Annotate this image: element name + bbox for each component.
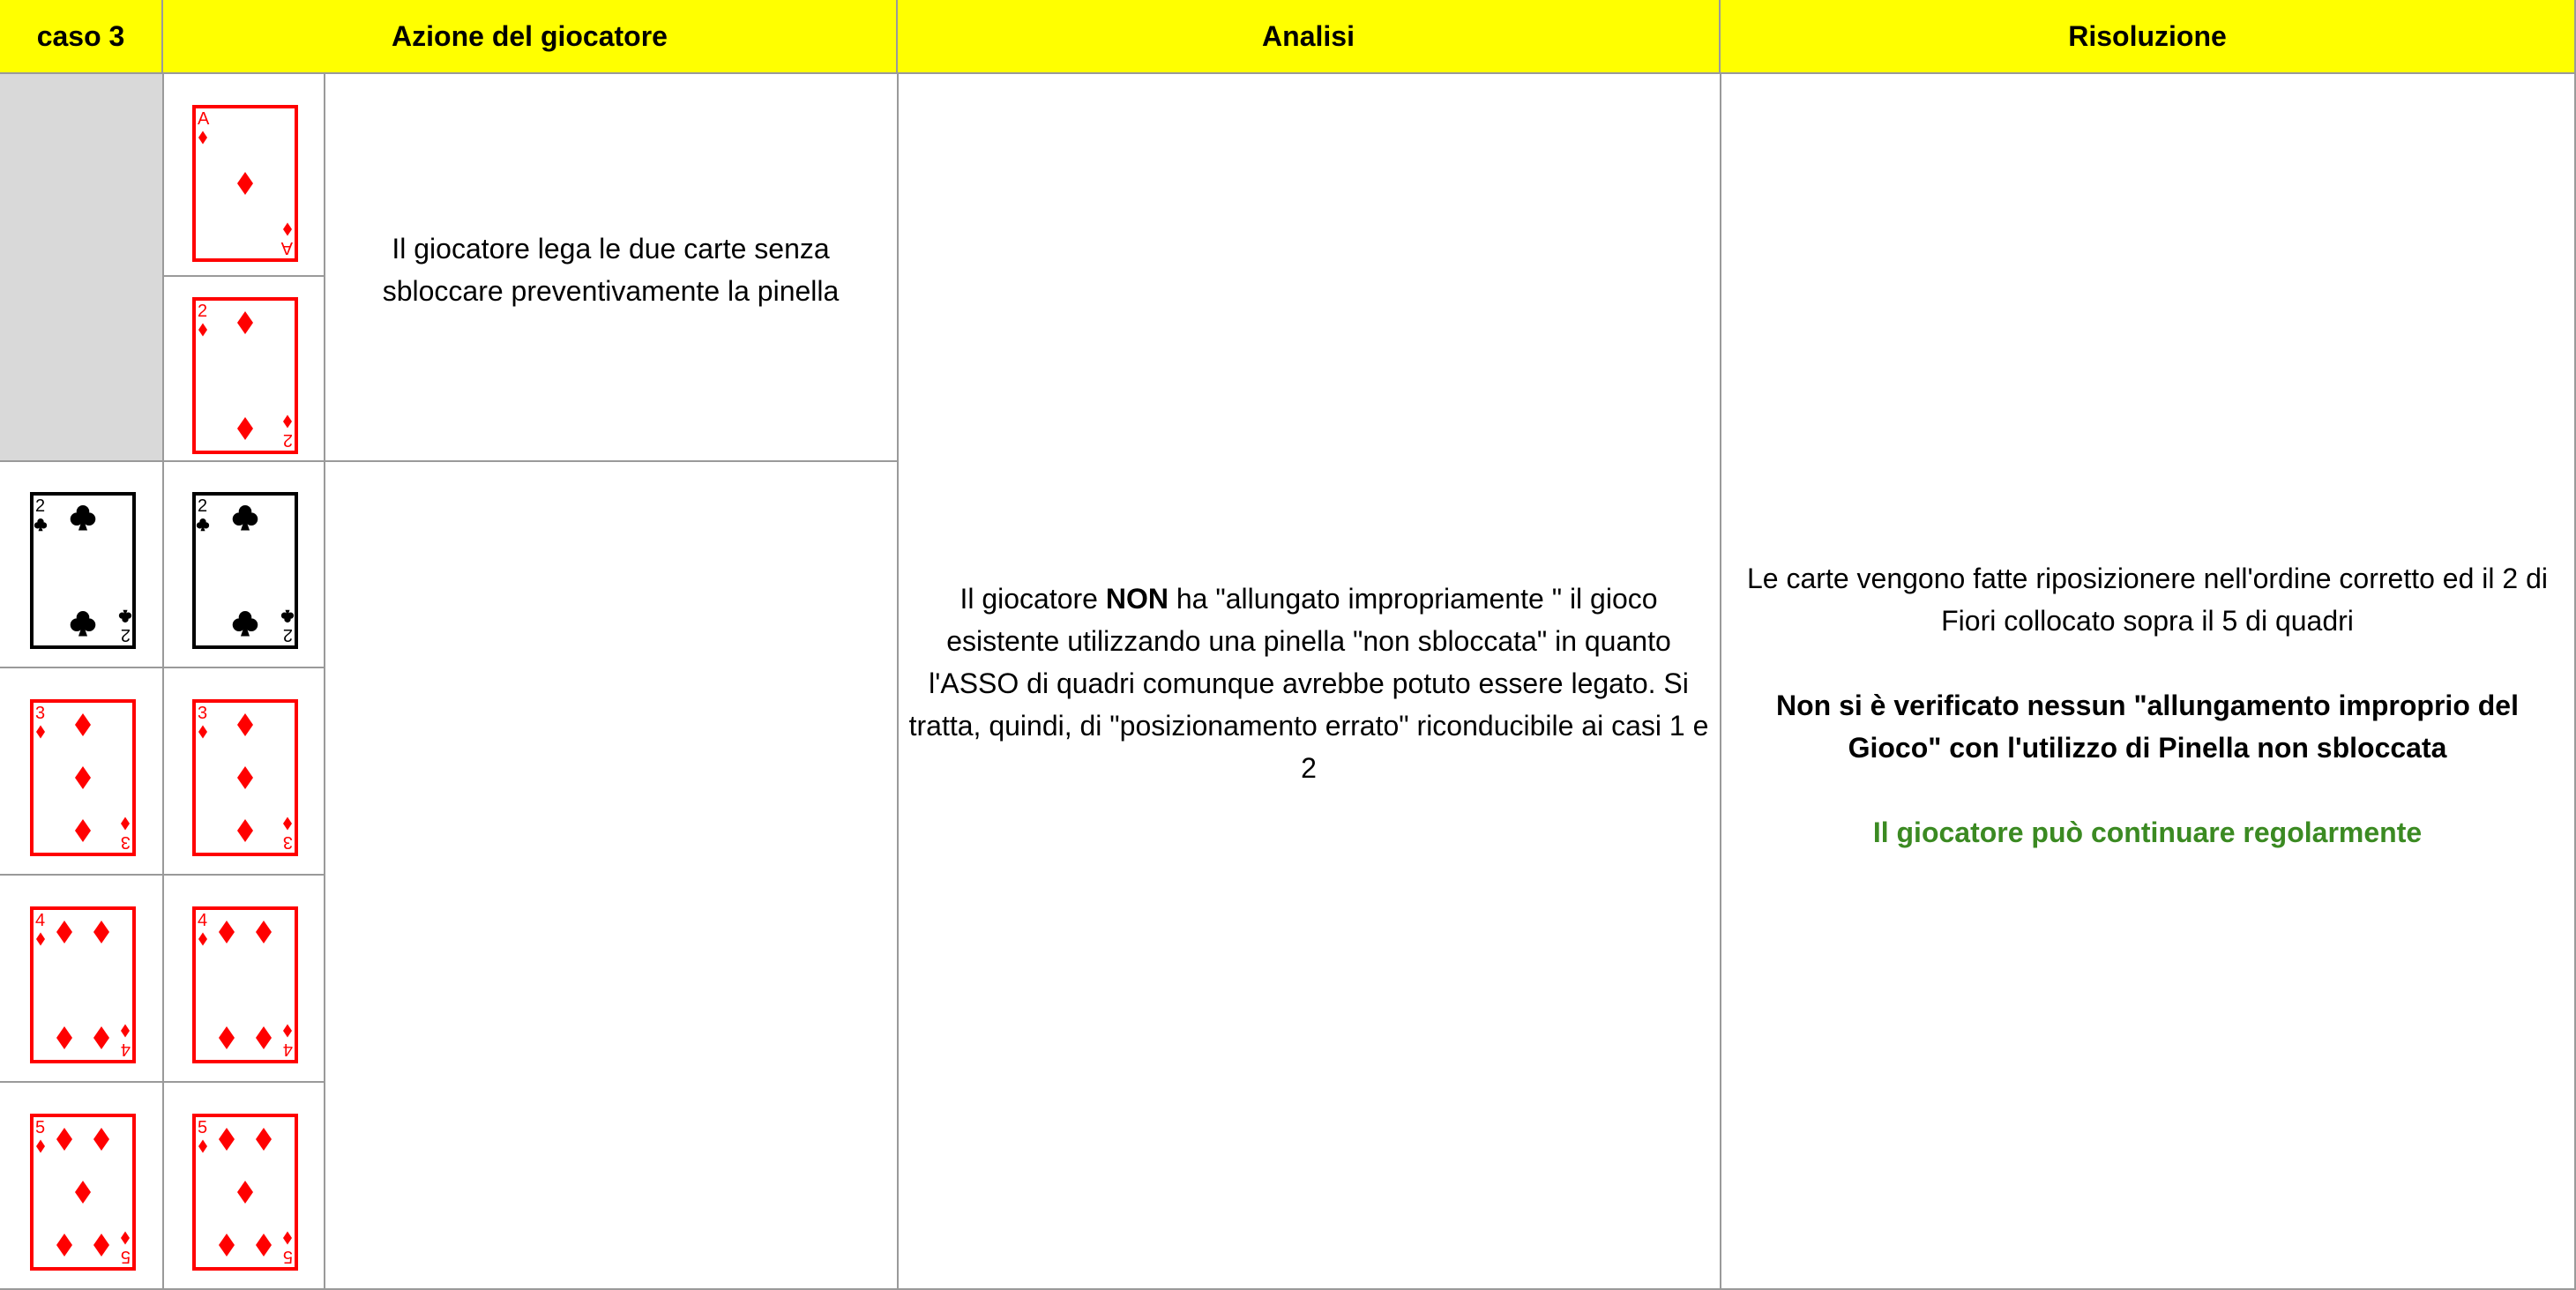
- grid-line: [897, 74, 899, 1290]
- player-action-text: [353, 220, 869, 319]
- card-rank: 5: [198, 1118, 208, 1137]
- card-two-diamonds: [192, 297, 298, 454]
- card-rank: 4: [35, 911, 46, 930]
- empty-gray-cell: [0, 74, 162, 460]
- grid-line: [0, 667, 325, 668]
- card-ace-diamonds: [192, 105, 298, 262]
- card-rank: 3: [35, 704, 46, 723]
- card-rank: 3: [120, 832, 131, 852]
- card-four-diamonds: [192, 906, 298, 1063]
- grid-line: [163, 275, 325, 277]
- analysis-part2: ha "allungato impropriamente " il gioco esistente utilizzando una pinella "non sbloccata" in quanto l'ASSO di quadri comunque avrebbe potuto essere legato. Si tratta, quindi, di "posizionamento errato" riconducibile ai casi 1 e 2: [908, 583, 1709, 784]
- card-rank: A: [198, 109, 210, 129]
- card-three-diamonds: [192, 699, 298, 856]
- card-rank: 5: [282, 1247, 293, 1266]
- analysis-part1: Il giocatore: [959, 583, 1106, 615]
- card-rank: 3: [198, 704, 208, 723]
- card-rank: 3: [282, 832, 293, 852]
- header-analysis: Analisi: [898, 0, 1721, 74]
- resolution-text: [1729, 556, 2566, 855]
- grid-line: [1720, 74, 1721, 1290]
- card-five-diamonds: [192, 1114, 298, 1271]
- card-rank: 4: [120, 1040, 131, 1059]
- analysis-emphasis: NON: [1105, 583, 1169, 615]
- card-rank: 2: [198, 302, 208, 321]
- card-four-diamonds: [30, 906, 136, 1063]
- analysis-text: [908, 573, 1709, 794]
- resolution-paragraph-1: Le carte vengono fatte riposizionere nell'ordine corretto ed il 2 di Fiori collocato sopra il 5 di quadri: [1747, 563, 2548, 637]
- player-action-text-content: Il giocatore lega le due carte senza sbloccare preventivamente la pinella: [382, 233, 840, 307]
- card-rank: 5: [120, 1247, 131, 1266]
- card-rank: 5: [35, 1118, 46, 1137]
- card-rank: 2: [35, 496, 46, 516]
- card-rank: 2: [120, 625, 131, 645]
- card-border: [32, 908, 134, 1062]
- resolution-paragraph-2: Non si è verificato nessun "allungamento improprio del Gioco" con l'utilizzo di Pinella non sbloccata: [1776, 690, 2519, 764]
- card-rank: 2: [282, 625, 293, 645]
- grid-line: [324, 74, 325, 1290]
- grid-line: [0, 874, 325, 876]
- grid-line: [162, 74, 164, 1290]
- header-action: Azione del giocatore: [163, 0, 898, 74]
- card-five-diamonds: [30, 1114, 136, 1271]
- analysis-text-content: [908, 578, 1709, 789]
- card-two-clubs: [192, 492, 298, 649]
- card-rank: 2: [282, 430, 293, 450]
- card-rank: 4: [198, 911, 208, 930]
- card-two-clubs: [30, 492, 136, 649]
- card-rank: A: [280, 238, 293, 257]
- card-three-diamonds: [30, 699, 136, 856]
- card-rank: 4: [282, 1040, 293, 1059]
- header-resolution: Risoluzione: [1721, 0, 2576, 74]
- grid-line: [0, 460, 898, 462]
- header-case: caso 3: [0, 0, 163, 74]
- resolution-paragraph-3: Il giocatore può continuare regolarmente: [1872, 817, 2423, 848]
- card-rank: 2: [198, 496, 208, 516]
- card-border: [194, 908, 296, 1062]
- grid-line: [0, 1081, 325, 1083]
